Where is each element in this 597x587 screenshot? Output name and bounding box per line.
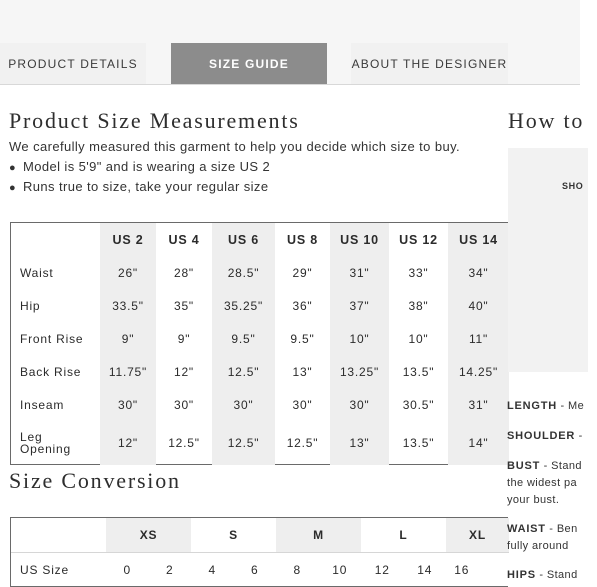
row-label: US Size [11, 553, 106, 587]
definition-waist: WAIST - Ben [507, 521, 597, 538]
table-cell: 36" [275, 289, 330, 322]
definition-hips: HIPS - Stand [507, 567, 597, 584]
table-cell: 31" [448, 388, 509, 421]
tab-divider [0, 84, 580, 85]
measurements-table [10, 222, 508, 465]
table-cell: 30" [212, 388, 275, 421]
measurement-definitions: LENGTH - Me SHOULDER - BUST - Stand the widest pa your bust. WAIST - Ben fully around HIPS - Stand [507, 398, 597, 584]
size-column-header: US 14 [448, 223, 509, 256]
row-label: Back Rise [11, 355, 100, 388]
table-cell: 11" [448, 322, 509, 355]
table-row [11, 388, 509, 421]
size-column-header: XS [106, 518, 191, 553]
table-cell: 12 14 [361, 553, 446, 587]
tab-size-guide[interactable]: SIZE GUIDE [171, 43, 327, 84]
table-cell: 9" [156, 322, 212, 355]
table-cell: 35.25" [212, 289, 275, 322]
measurements-intro: We carefully measured this garment to help you decide which size to buy. [9, 139, 460, 154]
table-cell: 10" [389, 322, 448, 355]
definition-shoulder: SHOULDER - [507, 428, 597, 458]
table-cell: 12.5" [212, 355, 275, 388]
size-column-header: US 6 [212, 223, 275, 256]
table-cell: 8 10 [276, 553, 361, 587]
table-cell: 13.5" [389, 421, 448, 465]
size-column-header: XL [446, 518, 509, 553]
table-row [11, 421, 509, 465]
bullet-icon: ● [9, 162, 23, 174]
table-cell: 34" [448, 256, 509, 289]
table-cell: 9.5" [275, 322, 330, 355]
table-cell: 37" [330, 289, 389, 322]
fit-note: ● Runs true to size, take your regular size [9, 179, 270, 199]
table-cell: 13.25" [330, 355, 389, 388]
conversion-table [10, 517, 508, 587]
size-column-header: L [361, 518, 446, 553]
table-header-row [11, 223, 509, 256]
fit-note: ● Model is 5'9" and is wearing a size US 2 [9, 159, 270, 179]
row-label: Front Rise [11, 322, 100, 355]
tab-about-the-designer[interactable]: ABOUT THE DESIGNER [351, 43, 508, 84]
table-cell: 10" [330, 322, 389, 355]
table-cell: 33" [389, 256, 448, 289]
size-column-header: US 10 [330, 223, 389, 256]
table-cell: 33.5" [100, 289, 156, 322]
table-cell: 12.5" [156, 421, 212, 465]
table-cell: 30" [156, 388, 212, 421]
table-cell: 14" [448, 421, 509, 465]
size-column-header: US 4 [156, 223, 212, 256]
table-cell: 31" [330, 256, 389, 289]
size-column-header: S [191, 518, 276, 553]
table-cell: 11.75" [100, 355, 156, 388]
table-cell: 30" [330, 388, 389, 421]
row-label: Inseam [11, 388, 100, 421]
size-column-header: US 12 [389, 223, 448, 256]
size-column-header: US 8 [275, 223, 330, 256]
table-cell: 26" [100, 256, 156, 289]
table-row [11, 322, 509, 355]
row-label: Leg Opening [11, 421, 100, 465]
table-header-row [11, 518, 509, 553]
table-cell: 9.5" [212, 322, 275, 355]
table-cell: 40" [448, 289, 509, 322]
table-row [11, 355, 509, 388]
table-cell: 30.5" [389, 388, 448, 421]
fit-notes [9, 159, 270, 198]
table-cell: 38" [389, 289, 448, 322]
table-cell: 29" [275, 256, 330, 289]
table-cell: 28" [156, 256, 212, 289]
definition-length: LENGTH - Me [507, 398, 597, 428]
table-cell: 13" [330, 421, 389, 465]
bullet-icon: ● [9, 182, 23, 194]
size-column-header: M [276, 518, 361, 553]
table-cell: 28.5" [212, 256, 275, 289]
size-column-header: US 2 [100, 223, 156, 256]
how-to-title: How to [508, 108, 584, 134]
table-cell: 12.5" [275, 421, 330, 465]
row-label: Hip [11, 289, 100, 322]
table-cell: 13.5" [389, 355, 448, 388]
how-to-label: SHO [562, 181, 583, 191]
tab-product-details[interactable]: PRODUCT DETAILS [0, 43, 146, 84]
table-cell: 4 6 [191, 553, 276, 587]
table-cell: 30" [100, 388, 156, 421]
table-cell: 0 2 [106, 553, 191, 587]
table-cell: 12.5" [212, 421, 275, 465]
definition-bust: BUST - Stand [507, 458, 597, 475]
table-row [11, 289, 509, 322]
table-cell: 9" [100, 322, 156, 355]
row-label: Waist [11, 256, 100, 289]
table-row [11, 256, 509, 289]
table-cell: 12" [100, 421, 156, 465]
conversion-title: Size Conversion [9, 468, 181, 494]
table-cell: 14.25" [448, 355, 509, 388]
table-cell: 12" [156, 355, 212, 388]
measurements-title: Product Size Measurements [9, 108, 300, 134]
table-cell: 16 [446, 553, 509, 587]
table-cell: 30" [275, 388, 330, 421]
table-row [11, 553, 509, 587]
table-cell: 35" [156, 289, 212, 322]
table-cell: 13" [275, 355, 330, 388]
